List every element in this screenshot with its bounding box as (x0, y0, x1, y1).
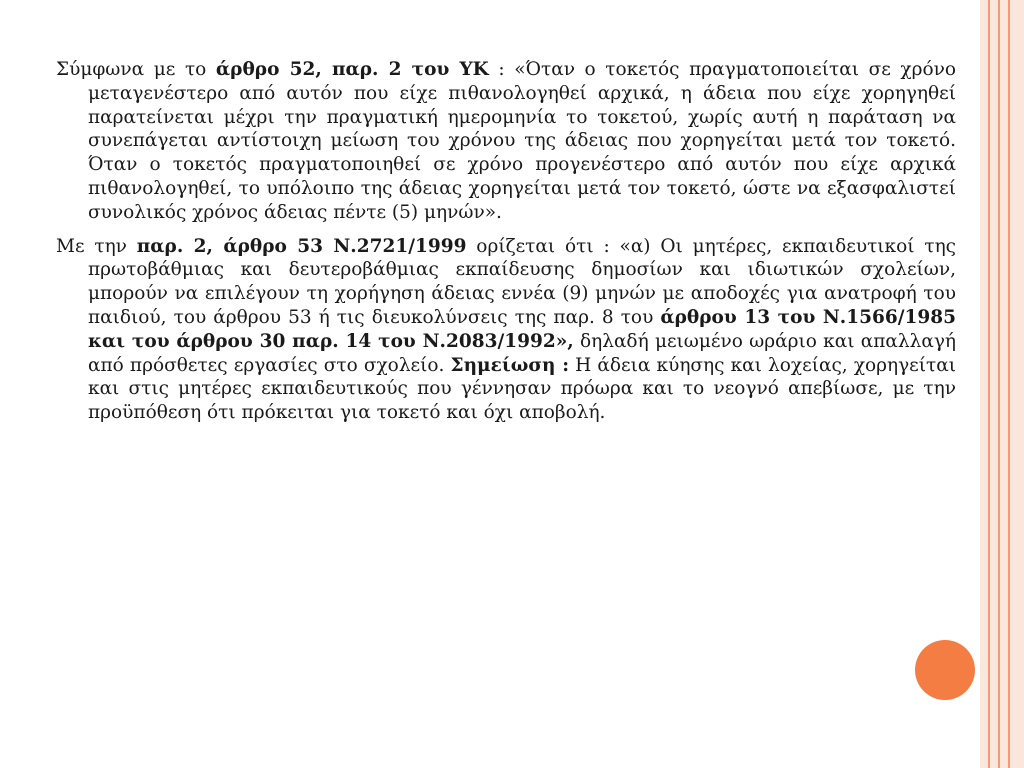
paragraph-article-53 (56, 235, 956, 425)
right-decorative-band (980, 0, 1024, 768)
decorative-line (988, 0, 990, 768)
decorative-circle (915, 640, 975, 700)
slide-body (56, 58, 956, 435)
text-segment: δηλαδή μειωμένο ωράριο και απαλλαγή από πρόσθετες εργασίες στο σχολείο. (88, 330, 957, 376)
decorative-line (1008, 0, 1010, 768)
text-segment: Με την (56, 235, 137, 257)
text-segment-bold: παρ. 2, άρθρο 53 Ν.2721/1999 (136, 235, 467, 257)
note-label: Σημείωση : (450, 354, 570, 376)
text-segment-bold: άρθρου 13 του Ν.1566/1985 και του άρθρου 30 παρ. 14 του Ν.2083/1992», (88, 306, 956, 352)
text-segment: ορίζεται ότι : «α) Οι μητέρες, εκπαιδευτικοί της πρωτοβάθμιας και δευτεροβάθμιας εκπαίδευσης δημοσίων και ιδιωτικών σχολείων, μπορούν να επιλέγουν τη χορήγηση άδειας εννέα (9) μηνών με αποδοχές για ανατροφή του παιδιού, του άρθρου 53 ή τις διευκολύνσεις της παρ. 8 του (88, 235, 957, 328)
text-segment: : «Όταν ο τοκετός πραγματοποιείται σε χρόνο μεταγενέστερο από αυτόν που είχε πιθανολογηθεί αρχικά, η άδεια που είχε χορηγηθεί παρατείνεται μέχρι την πραγματική ημερομηνία το τοκετού, χωρίς αυτή η παράταση να συνεπάγεται αντίστοιχη μείωση του χρόνου της άδειας που χορηγείται μετά τον τοκετό. Όταν ο τοκετός πραγματοποιηθεί σε χρόνο προγενέστερο από αυτόν που είχε αρχικά πιθανολογηθεί, το υπόλοιπο της άδειας χορηγείται μετά τον τοκετό, ώστε να εξασφαλιστεί συνολικός χρόνος άδειας πέντε (5) μηνών». (88, 59, 957, 223)
text-segment: Η άδεια κύησης και λοχείας, χορηγείται και στις μητέρες εκπαιδευτικούς που γέννησαν πρόωρα και το νεογνό απεβίωσε, με την προϋπόθεση ότι πρόκειται για τοκετό και όχι αποβολή. (88, 354, 956, 424)
text-segment: Σύμφωνα με το (56, 59, 216, 80)
paragraph-article-52 (56, 58, 956, 225)
text-segment-bold: άρθρο 52, παρ. 2 του ΥΚ (215, 59, 489, 80)
decorative-line (998, 0, 1000, 768)
